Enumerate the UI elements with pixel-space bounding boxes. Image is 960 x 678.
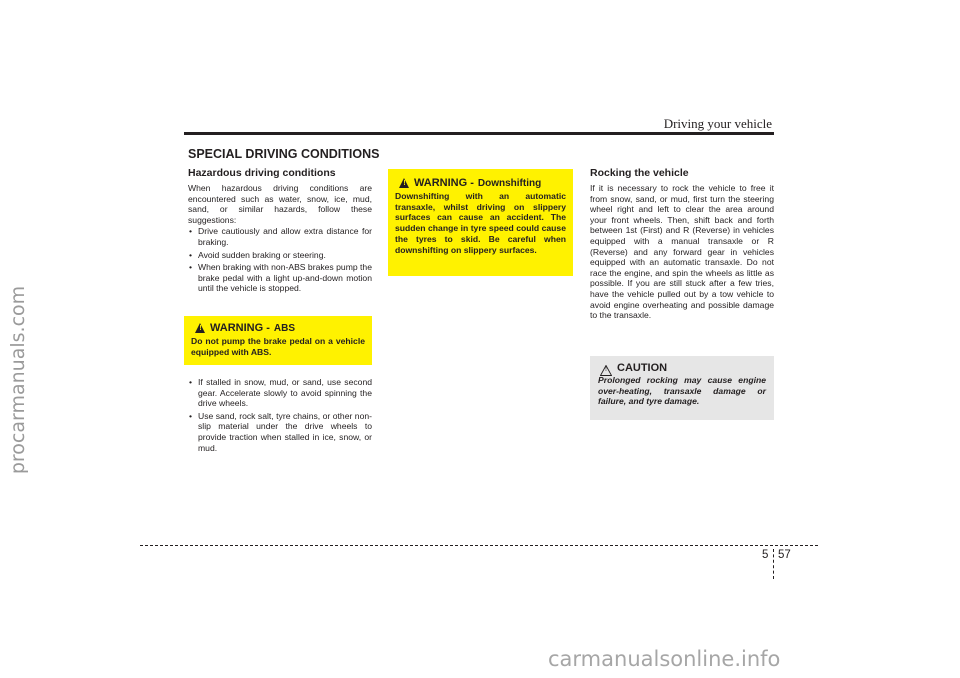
warning-label: WARNING -	[414, 177, 474, 189]
warning-triangle-icon: !	[399, 178, 410, 188]
warning-downshift-text: Downshifting with an automatic transaxle, whilst driving on slippery surfaces can cause an accident. The sudden change in tyre speed could cause the tyres to skid. Be careful when downshifting on slippery surfaces.	[395, 191, 566, 255]
caution-box	[590, 356, 774, 420]
list-item: • Use sand, rock salt, tyre chains, or other non-slip material under the drive wheels to provide traction when stalled in ice, snow, or mud.	[189, 410, 372, 453]
warning-downshift-title	[395, 177, 566, 189]
warning-subject: ABS	[273, 322, 296, 334]
page-number: 57	[778, 549, 791, 561]
rocking-text: If it is necessary to rock the vehicle to free it from snow, sand, or mud, first turn the steering wheel right and left to clear the area around your front wheels. Then, shift back and forth between 1st (First) and R (Reverse) in vehicles equipped with a manual transaxle or R (Reverse) and any forward gear in vehicles equipped with an automatic transaxle. Do not race the engine, and spin the wheels as little as possible. If you are still stuck after a few tries, have the vehicle pulled out by a tow vehicle to avoid engine overheating and possible damage to the transaxle.	[590, 183, 774, 321]
page-number-divider	[773, 549, 774, 579]
caution-title	[598, 362, 766, 374]
warning-abs-box	[184, 316, 372, 365]
warning-downshift-box	[388, 169, 573, 276]
header-rule	[184, 132, 774, 135]
hazardous-intro: When hazardous driving conditions are encountered such as water, snow, ice, mud, sand, or similar hazards, follow these suggestions:	[188, 183, 372, 225]
list-item: • Avoid sudden braking or steering.	[189, 249, 326, 260]
warning-abs-text: Do not pump the brake pedal on a vehicle equipped with ABS.	[191, 336, 365, 357]
hazardous-heading: Hazardous driving conditions	[188, 167, 336, 179]
caution-label: CAUTION	[617, 362, 668, 374]
watermark-procarmanuals: procarmanuals.com	[7, 285, 29, 475]
warning-label: WARNING -	[210, 322, 270, 334]
list-item: • Drive cautiously and allow extra distance for braking.	[189, 226, 372, 247]
caution-text: Prolonged rocking may cause engine over-heating, transaxle damage or failure, and tyre damage.	[598, 375, 766, 407]
caution-triangle-icon: !	[600, 363, 612, 374]
chapter-number: 5	[762, 549, 769, 561]
warning-abs-title	[191, 322, 365, 334]
list-item: • When braking with non-ABS brakes pump the brake pedal with a light up-and-down motion until the vehicle is stopped.	[189, 262, 372, 294]
warning-triangle-icon: !	[195, 323, 206, 333]
hazardous-bullet-list	[188, 226, 372, 294]
hazardous-bullet-list-2	[188, 377, 372, 453]
watermark-carmanualsonline: carmanualsonline.info	[548, 647, 781, 671]
page-title: SPECIAL DRIVING CONDITIONS	[188, 147, 380, 161]
rocking-section	[590, 167, 774, 321]
section-header-title: Driving your vehicle	[663, 116, 772, 131]
rocking-heading: Rocking the vehicle	[590, 167, 689, 179]
list-item: • If stalled in snow, mud, or sand, use second gear. Accelerate slowly to avoid spinning the drive wheels.	[189, 377, 372, 409]
hazardous-section-continued	[188, 377, 372, 455]
footer-dashed-rule	[140, 545, 818, 546]
warning-subject: Downshifting	[477, 177, 542, 189]
hazardous-section	[188, 167, 372, 296]
